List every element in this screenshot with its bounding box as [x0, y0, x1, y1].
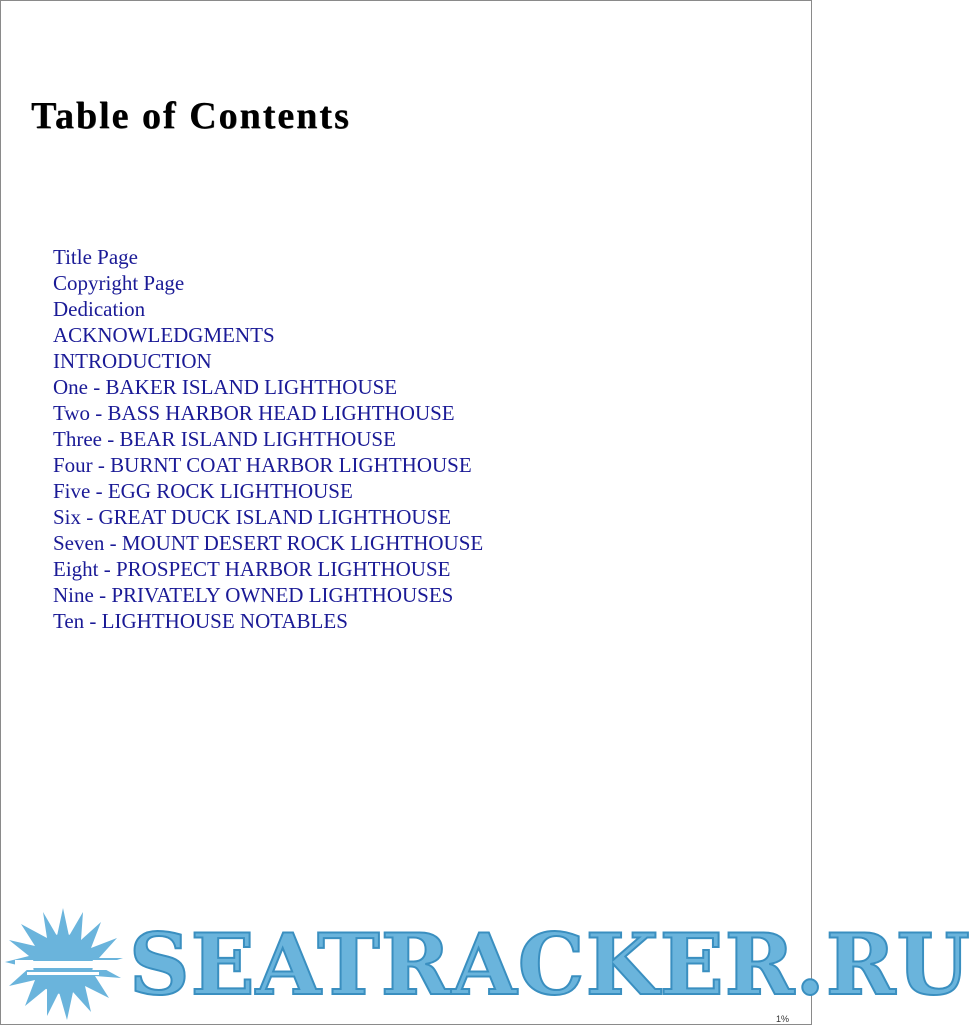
list-item	[53, 582, 483, 608]
toc-link-chapter-six[interactable]: Six - GREAT DUCK ISLAND LIGHTHOUSE	[53, 505, 452, 529]
toc-link-title-page[interactable]: Title Page	[53, 245, 138, 269]
list-item	[53, 426, 483, 452]
toc-link-acknowledgments[interactable]: ACKNOWLEDGMENTS	[53, 323, 275, 347]
toc-link-chapter-eight[interactable]: Eight - PROSPECT HARBOR LIGHTHOUSE	[53, 557, 451, 581]
toc-link-copyright-page[interactable]: Copyright Page	[53, 271, 185, 295]
sun-icon	[5, 908, 123, 1020]
toc-link-chapter-nine[interactable]: Nine - PRIVATELY OWNED LIGHTHOUSES	[53, 583, 454, 607]
list-item	[53, 530, 483, 556]
list-item	[53, 556, 483, 582]
toc-link-dedication[interactable]: Dedication	[53, 297, 146, 321]
list-item	[53, 504, 483, 530]
list-item	[53, 452, 483, 478]
page-number: 1%	[775, 1014, 789, 1024]
list-item	[53, 478, 483, 504]
toc-link-chapter-ten[interactable]: Ten - LIGHTHOUSE NOTABLES	[53, 609, 348, 633]
toc-link-chapter-seven[interactable]: Seven - MOUNT DESERT ROCK LIGHTHOUSE	[53, 531, 484, 555]
toc-link-introduction[interactable]: INTRODUCTION	[53, 349, 212, 373]
list-item	[53, 348, 483, 374]
toc-link-chapter-four[interactable]: Four - BURNT COAT HARBOR LIGHTHOUSE	[53, 453, 472, 477]
list-item	[53, 244, 483, 270]
watermark-text: SEATRACKER.RU	[129, 915, 971, 1014]
list-item	[53, 296, 483, 322]
toc-link-chapter-one[interactable]: One - BAKER ISLAND LIGHTHOUSE	[53, 375, 398, 399]
list-item	[53, 322, 483, 348]
list-item	[53, 400, 483, 426]
toc-link-chapter-three[interactable]: Three - BEAR ISLAND LIGHTHOUSE	[53, 427, 396, 451]
list-item	[53, 608, 483, 634]
table-of-contents	[53, 244, 483, 634]
toc-link-chapter-two[interactable]: Two - BASS HARBOR HEAD LIGHTHOUSE	[53, 401, 455, 425]
list-item	[53, 270, 483, 296]
toc-link-chapter-five[interactable]: Five - EGG ROCK LIGHTHOUSE	[53, 479, 353, 503]
list-item	[53, 374, 483, 400]
page-title: Table of Contents	[31, 95, 351, 137]
